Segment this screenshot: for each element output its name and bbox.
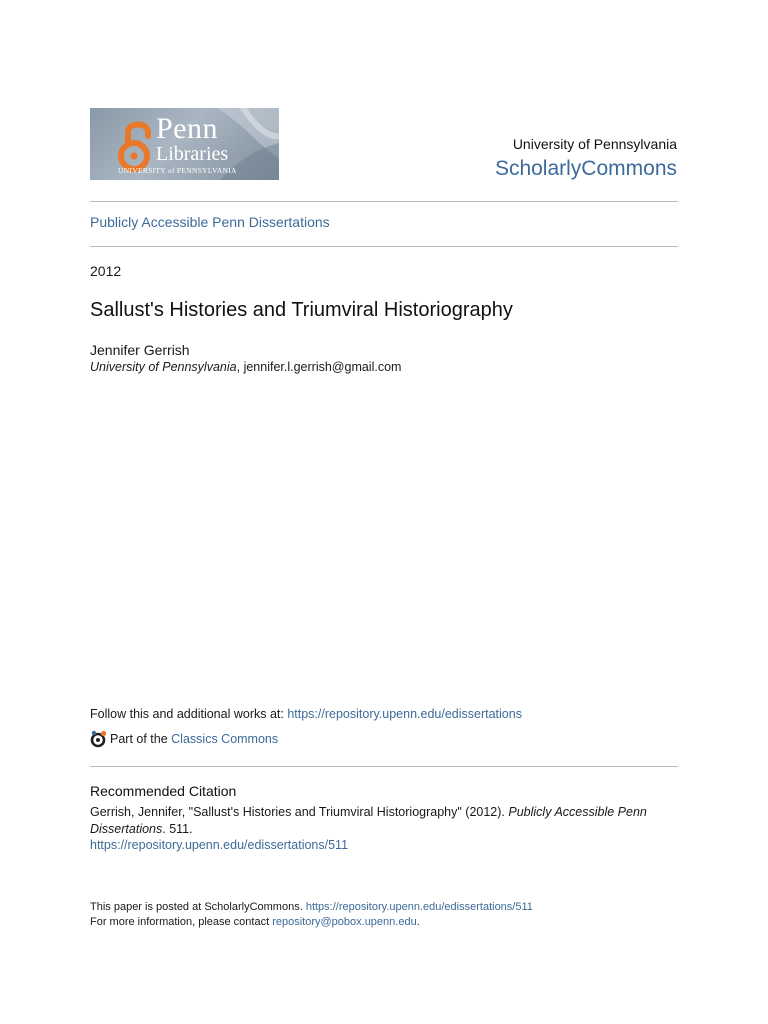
author-name: Jennifer Gerrish: [90, 342, 190, 358]
author-affiliation-line: University of Pennsylvania, jennifer.l.gerrish@gmail.com: [90, 360, 402, 374]
scholarly-commons-link[interactable]: ScholarlyCommons: [494, 157, 677, 180]
publication-year: 2012: [90, 263, 122, 279]
logo-subtitle: Libraries: [156, 143, 229, 165]
divider: [90, 246, 678, 247]
contact-label: For more information, please contact: [90, 916, 273, 928]
part-of-line: [90, 730, 278, 748]
divider: [90, 201, 678, 202]
citation-url-link[interactable]: https://repository.upenn.edu/edissertations/511: [90, 838, 349, 852]
logo-university: UNIVERSITY of PENNSYLVANIA: [118, 166, 237, 175]
citation-text: [90, 804, 680, 838]
classics-commons-link[interactable]: Classics Commons: [171, 732, 279, 746]
citation-body: Gerrish, Jennifer, "Sallust's Histories and Triumviral Historiography" (2012).: [90, 805, 505, 819]
follow-label: Follow this and additional works at:: [90, 707, 288, 721]
divider: [90, 766, 678, 767]
collection-link[interactable]: Publicly Accessible Penn Dissertations: [90, 214, 330, 230]
author-email: jennifer.l.gerrish@gmail.com: [243, 360, 402, 374]
network-commons-icon: [90, 730, 108, 748]
follow-line: [90, 707, 522, 721]
part-of-label: Part of the: [110, 732, 172, 746]
citation-series: Publicly Accessible Penn Dissertations: [90, 805, 647, 836]
contact-email-link[interactable]: repository@pobox.upenn.edu: [272, 916, 417, 928]
citation-number: . 511.: [162, 822, 193, 836]
document-title: Sallust's Histories and Triumviral Historiography: [90, 299, 513, 321]
institution-name: University of Pennsylvania: [512, 136, 677, 152]
recommended-citation-heading: Recommended Citation: [90, 783, 237, 799]
logo-name: Penn: [156, 112, 218, 145]
follow-url-link[interactable]: https://repository.upenn.edu/edissertations: [287, 707, 522, 721]
posted-label: This paper is posted at ScholarlyCommons.: [90, 901, 306, 913]
open-access-lock-icon: [121, 125, 148, 170]
contact-end: .: [416, 916, 420, 928]
posted-url-link[interactable]: https://repository.upenn.edu/edissertations/511: [305, 901, 533, 913]
contact-line: [90, 916, 420, 928]
penn-libraries-logo: [90, 108, 279, 180]
posted-line: [90, 901, 533, 913]
author-affiliation: University of Pennsylvania: [90, 360, 237, 374]
